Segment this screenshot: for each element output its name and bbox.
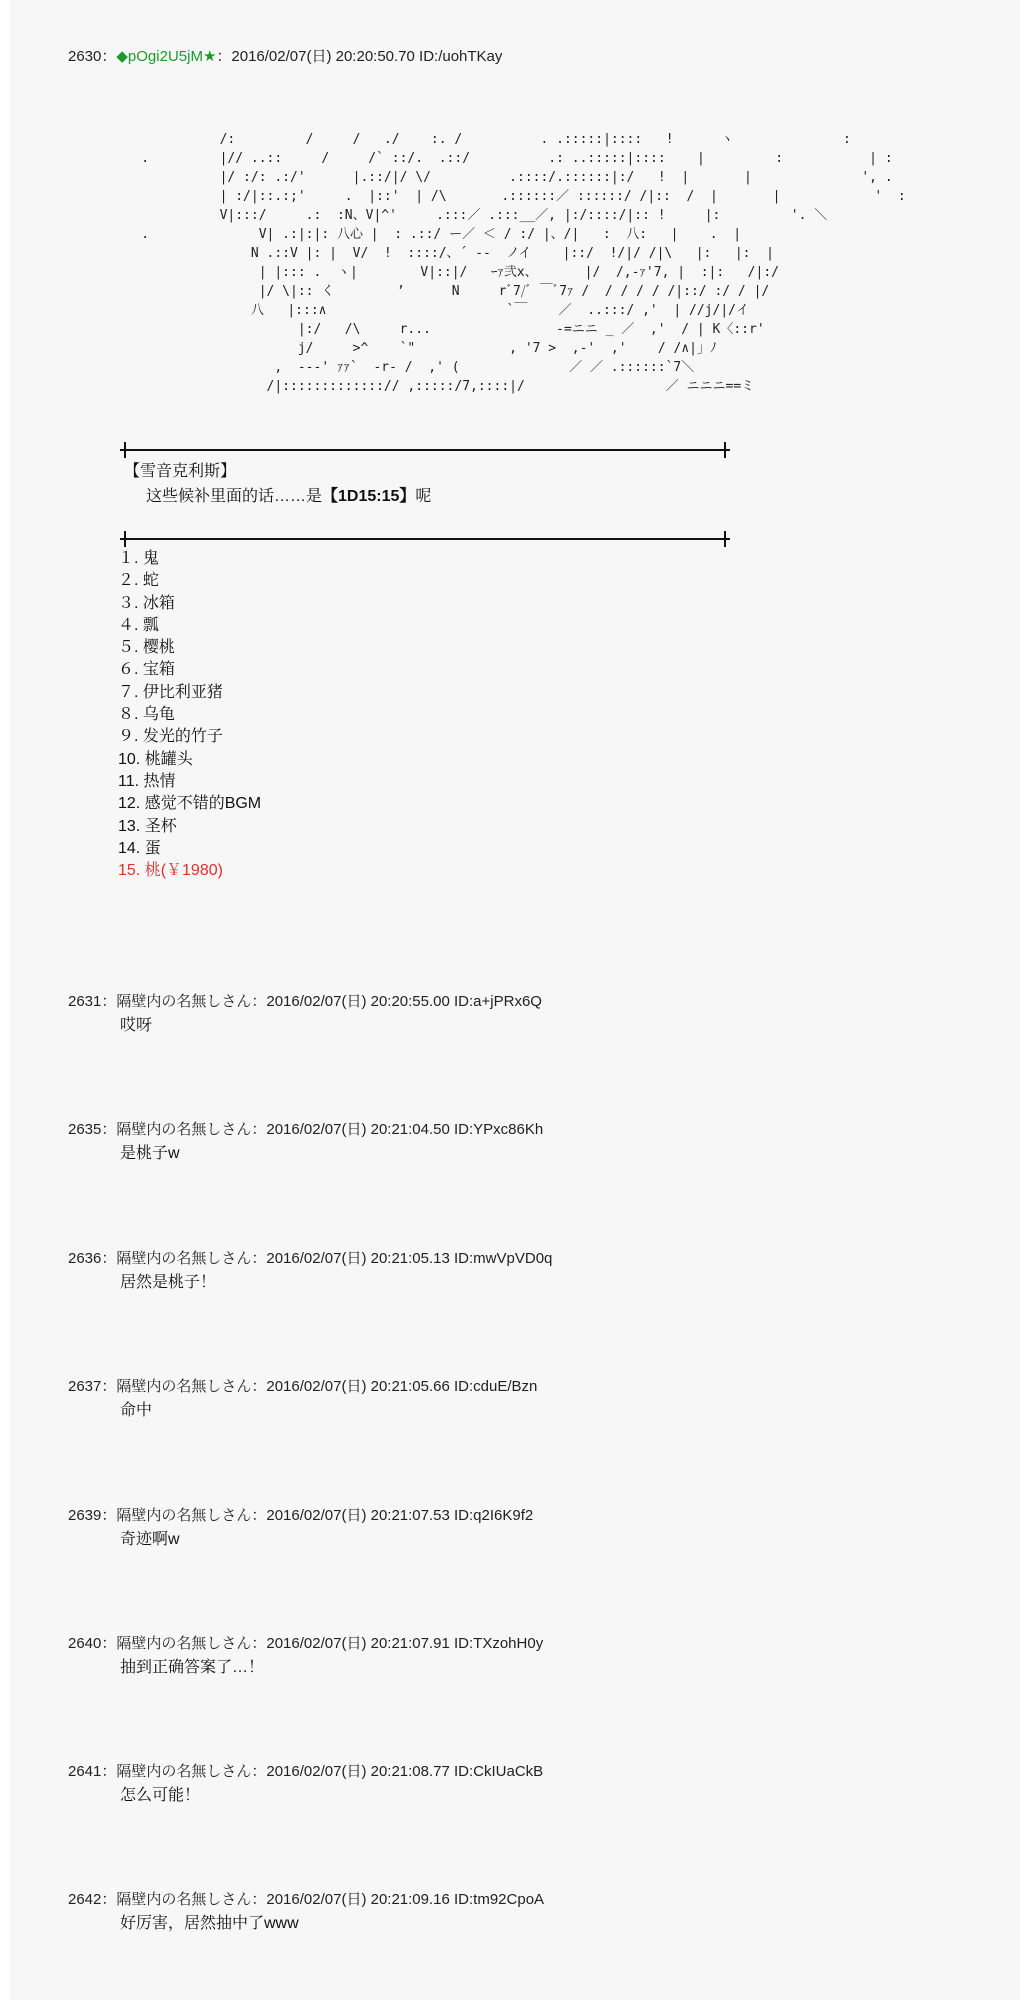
divider-bottom <box>120 538 730 540</box>
list-item: ９. 发光的竹子 <box>118 728 223 746</box>
post-number: 2630： <box>68 48 117 65</box>
dialogue-end: 呢 <box>415 488 432 505</box>
list-item: 13. 圣杯 <box>118 817 177 835</box>
dice-roll: 【1D15:15】 <box>322 488 416 505</box>
post-body-2631: 哎呀 <box>120 1017 153 1034</box>
list-item: ２. 蛇 <box>118 572 159 590</box>
post-body-2635: 是桃子w <box>120 1145 180 1162</box>
post-header-2642: 2642：隔壁内の名無しさん：2016/02/07(日) 20:21:09.16 ID:tm92CpoA <box>68 1891 545 1908</box>
list-item: 14. 蛋 <box>118 839 161 857</box>
post-meta: ：2016/02/07(日) 20:20:50.70 ID:/uohTKay <box>216 48 503 65</box>
list-item: ６. 宝箱 <box>118 661 175 679</box>
list-item: １. 鬼 <box>118 550 159 567</box>
speaker-name: 【雪音克利斯】 <box>124 463 237 480</box>
post-header-2639: 2639：隔壁内の名無しさん：2016/02/07(日) 20:21:07.53 ID:q2I6K9f2 <box>68 1507 534 1524</box>
candidate-list <box>118 548 261 882</box>
list-item: 11. 热情 <box>118 772 176 790</box>
post-body-2642: 好厉害，居然抽中了www <box>120 1915 299 1932</box>
post-header-2631: 2631：隔壁内の名無しさん：2016/02/07(日) 20:20:55.00 ID:a+jPRx6Q <box>68 993 542 1010</box>
post-body-2637: 命中 <box>120 1402 153 1419</box>
post-header-2640: 2640：隔壁内の名無しさん：2016/02/07(日) 20:21:07.91 ID:TXzohH0y <box>68 1635 544 1652</box>
list-item: 12. 感觉不错的BGM <box>118 795 262 813</box>
list-item: ４. 瓢 <box>118 616 159 634</box>
dialogue-line <box>146 483 431 506</box>
list-item: ７. 伊比利亚猪 <box>118 683 223 701</box>
post-header-2637: 2637：隔壁内の名無しさん：2016/02/07(日) 20:21:05.66 ID:cduE/Bzn <box>68 1378 538 1395</box>
post-header-2635: 2635：隔壁内の名無しさん：2016/02/07(日) 20:21:04.50 ID:YPxc86Kh <box>68 1121 544 1138</box>
tripcode: ◆pOgi2U5jM★ <box>116 48 217 65</box>
ascii-art: /: / / ./ :. / . .:::::|:::: ! ヽ : . |// ..:: / /` ::/. .::/ .: ..:::::|:::: | : | : |/ :/: .:/' |.::/|/ \/ .::::/.::::::|:/ ! | | ', . | :/|::.:;' . |::' | /\ .::::::／ ::::::/ /|:: / | | ' : V|:::/ .: :N、V|^' .:::／ .:::__／, |:/::::/|:: ! |: '. ＼ . V| .:|:|: 八心 | : .::/ ー／ ＜ / :/ |、/| : 八: | . | N .::V |: | V/ ! ::::/、´ ‐‐ ノイ |::/ !/|/ /|\ |: |: | | |::: . ヽ| V|::|/ ｰｧ弐x、 |/ /,-ｧ'7, | :|: /|:/ |/ \|:: く ’ N rﾞ7/ﾞ ￣ﾞ7ｧ / / / / / /|::/ :/ / |/ 八 |:::∧ `￣ ／ ..:::/ ,' | //j/|/イ |:/ /\ r... ‐=ニニ _ ／ ,' / | K〈::r' j/ >^ `" , '7 > ,‐' ,' / /∧|」ﾉ , -‐‐' ｧｧ` ‐r‐ / ,' ( ／ ／ .::::::`7＼ /|:::::::::::::// ,:::::/7,::::|/ ／ ニニニ==ミ <box>141 132 906 394</box>
divider-top <box>120 449 730 451</box>
post-body-2636: 居然是桃子！ <box>120 1274 217 1291</box>
post-header-2636: 2636：隔壁内の名無しさん：2016/02/07(日) 20:21:05.13 ID:mwVpVD0q <box>68 1250 553 1267</box>
post-body-2641: 怎么可能！ <box>120 1787 201 1804</box>
post-body-2640: 抽到正确答案了…！ <box>120 1659 265 1676</box>
list-item: 10. 桃罐头 <box>118 750 193 768</box>
post-header-2641: 2641：隔壁内の名無しさん：2016/02/07(日) 20:21:08.77 ID:CkIUaCkB <box>68 1763 544 1780</box>
post-header-2630 <box>68 45 502 66</box>
list-item: ５. 樱桃 <box>118 639 175 657</box>
dialogue-text: 这些候补里面的话……是 <box>146 488 323 505</box>
list-item: ８. 乌龟 <box>118 706 175 724</box>
thread-page <box>10 0 1020 2000</box>
post-body-2639: 奇迹啊w <box>120 1531 180 1548</box>
list-item: ３. 冰箱 <box>118 594 175 612</box>
list-item-highlighted: 15. 桃(￥1980) <box>118 862 223 880</box>
